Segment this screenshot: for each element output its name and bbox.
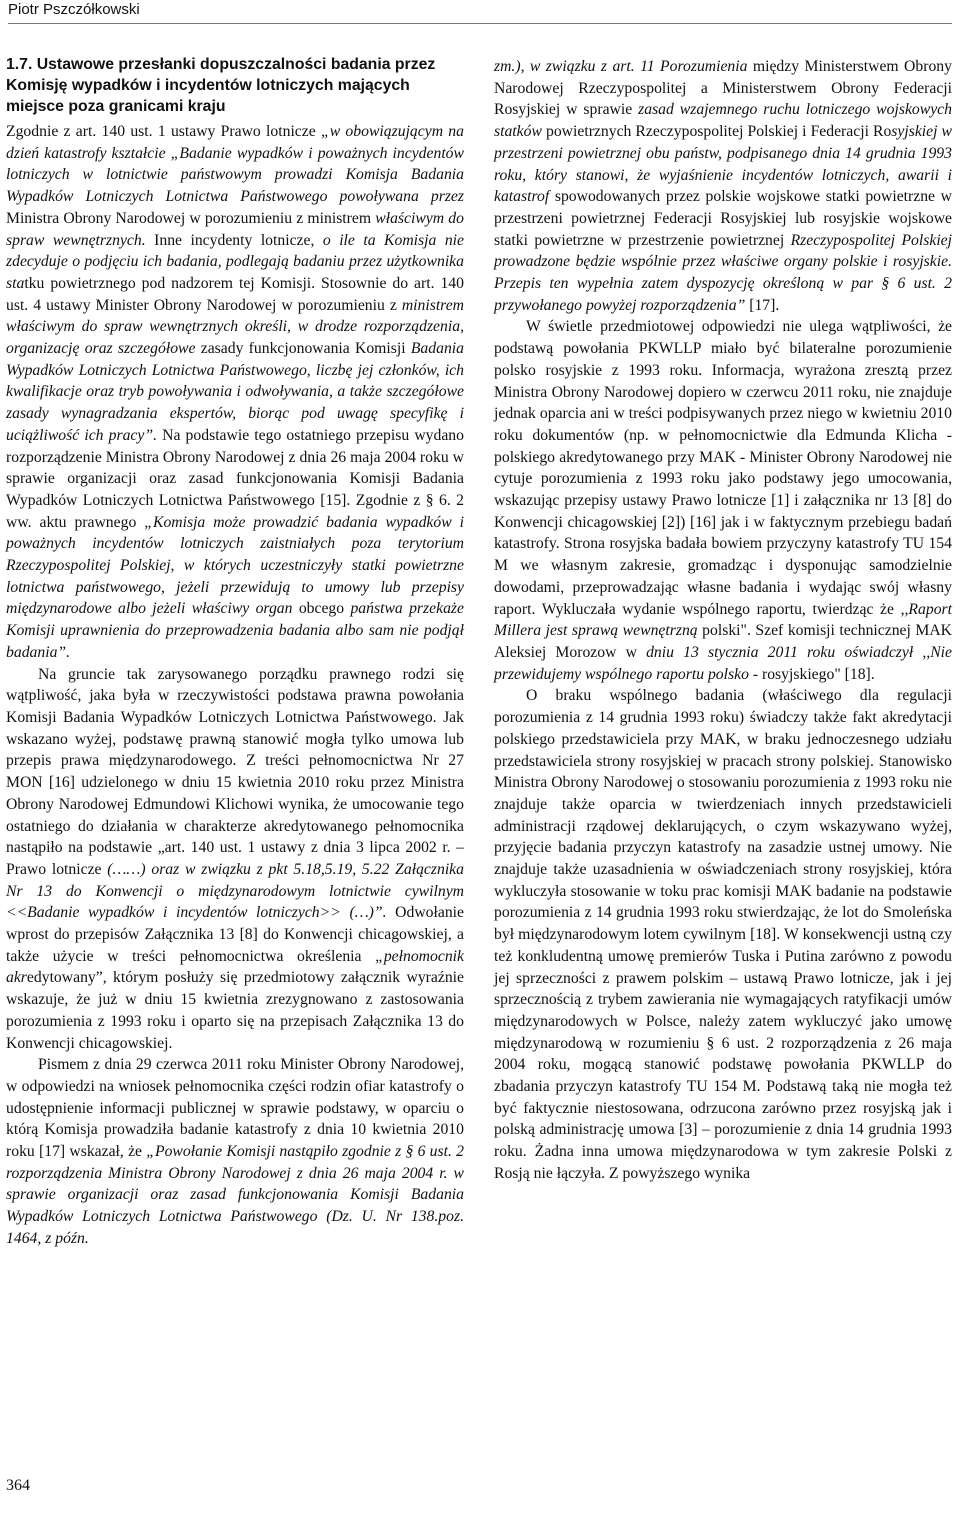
italic-text-segment: „Powołanie Komisji nastąpiło zgodnie z § 6 ust. 2 rozporządzenia Ministra Obrony Narodowej z dnia 26 maja 2004 r. w sprawie organizacji oraz zasad funkcjonowania Komisji Badania Wypadków Lotniczych Lotnictwa Państwowego (Dz. U. Nr 138.poz. 1464, z późn. [6, 1143, 464, 1247]
paragraph-4 [494, 56, 952, 316]
text-segment: polski". Szef komisji technicznej MAK Aleksiej Morozow w [494, 622, 953, 661]
text-segment: Zgodnie z art. 140 ust. 1 ustawy Prawo lotnicze [6, 123, 321, 140]
italic-text-segment: dniu 13 stycznia 2011 roku oświadczył ,,Nie przewidujemy wspólnego raportu polsko [494, 643, 952, 683]
italic-text-segment: o ile ta Komisja nie zdecyduje o podjęciu ich badania, podlegają badaniu przez użytkownika sta [6, 231, 464, 292]
italic-text-segment: Rzeczypospolitej Polskiej prowadzone będzie wspólnie przez właściwe organy polskie i rosyjskie. Przepis ten wypełnia zatem dyspozycję określoną w par § 6 ust. 2 przywołanego powyżej rozporządzenia” [494, 231, 952, 314]
italic-text-segment: „pełnomocnik akr [6, 947, 464, 987]
text-segment: Inne incydenty lotnicze, [145, 231, 323, 249]
right-column [494, 56, 952, 1185]
text-segment: między Ministerstwem Obrony Narodowej Rzeczypospolitej a Ministerstwem Obrony Federacji Rosyjskiej w sprawie [494, 58, 952, 119]
text-segment: powietrznych Rzeczypospolitej Polskiej i Federacji Ro [541, 123, 892, 141]
italic-text-segment: ,,Raport Millera jest sprawą wewnętrzną [494, 600, 952, 640]
text-segment: - rosyjskiego" [18]. [748, 665, 875, 683]
text-segment: tku powietrznego pod nadzorem tej Komisji. Stosownie do art. 140 ust. 4 ustawy Minister Obrony Narodowej w porozumieniu z [6, 274, 464, 314]
text-segment: obcego [298, 600, 351, 618]
italic-text-segment: zasad wzajemnego ruchu lotniczego wojskowych statków [494, 101, 952, 141]
italic-text-segment: „Komisja może prowadzić badania wypadków i poważnych incydentów lotniczych zaistniałych poza terytorium Rzeczypospolitej Polskiej, w których uczestniczyły statki powietrzne lotnictwa państwowego, jeżeli przewidują to umowy lub przepisy międzynarodowe albo jeżeli właściwy organ [6, 513, 464, 618]
text-segment: edytowany”, którym posłuży się przedmiotowy załącznik wyraźnie wskazuje, że już w dniu 15 kwietnia zrezygnowano z zastosowania porozumienia z 1993 roku i oparto się na przepisach Załącznika 13 do Konwencji chicagowskiej. [6, 969, 464, 1052]
italic-text-segment: (……) oraz w związku z pkt 5.18,5.19, 5.22 Załącznika Nr 13 do Konwencji o międzynarodowym lotnictwie cywilnym <<Badanie wypadków i incydentów lotniczych>> (…)”. [6, 860, 464, 922]
italic-text-segment: ministrem właściwym do spraw wewnętrznych określi, w drodze rozporządzenia, organizację oraz szczegółowe [6, 296, 464, 358]
text-segment: Odwołanie wprost do przepisów Załącznika 13 [8] do Konwencji chicagowskiej, a także użycie w treści pełnomocnictwa określenia [6, 904, 464, 965]
text-segment: Na podstawie tego ostatniego przepisu wydano rozporządzenie Ministra Obrony Narodowej z dnia 26 maja 2004 roku w sprawie organizacji oraz zasad funkcjonowania Komisji Badania Wypadków Lotniczych Lotnictwa Państwowego [15]. Zgodnie z § 6. 2 ww. aktu prawnego [6, 426, 464, 531]
text-segment: Pismem z dnia 29 czerwca 2011 roku Minister Obrony Narodowej, w odpowiedzi na wniosek pełnomocnika części rodzin ofiar katastrofy o udostępnienie informacji publicznej w sprawie podstawy, w oparciu o którą Komisja prowadziła badanie katastrofy z dnia 10 kwietnia 2010 roku [17] wskazał, że [6, 1056, 464, 1161]
text-segment: zasady funkcjonowania Komisji [200, 340, 411, 358]
section-heading: 1.7. Ustawowe przesłanki dopuszczalności badania przez Komisję wypadków i incydentów lotniczych mających miejsce poza granicami kraju [6, 56, 436, 115]
italic-text-segment: zm.), w związku z art. 11 Porozumienia [494, 58, 748, 75]
text-segment: Ministra Obrony Narodowej w porozumieniu z ministrem [6, 209, 376, 227]
italic-text-segment: państwa przekaże Komisji uprawnienia do przeprowadzenia badania albo sam nie podjął badania”. [6, 600, 464, 661]
italic-text-segment: „w obowiązującym na dzień katastrofy kształcie „Badanie wypadków i poważnych incydentów lotniczych w lotnictwie państwowym prowadzi Komisja Badania Wypadków Lotniczych Lotnictwa Państwowego powoływana przez [6, 123, 464, 206]
text-segment: spowodowanych przez polskie wojskowe statki powietrzne w przestrzeni powietrznej Federacji Rosyjskiej lub rosyjskie wojskowe statki powietrzne w przestrzenie powietrznej [494, 188, 952, 249]
italic-text-segment: właściwym do spraw wewnętrznych. [6, 209, 464, 249]
text-segment: W świetle przedmiotowej odpowiedzi nie ulega wątpliwości, że podstawą powołania PKWLLP miało być bilateralne porozumienie polsko rosyjskie z 1993 roku. Informacja, wyrażona zresztą przez Ministra Obrony Narodowej dopiero w czerwcu 2011 roku, nie znajduje jednak oparcia ani w treści podpisywanych przez niego w kwietniu 2010 roku dokumentów (np. w pełnomocnictwie dla Edmunda Klicha - polskiego akredytowanego przy MAK - Minister Obrony Narodowej nie cytuje porozumienia z 1993 roku jako podstawy jego umocowania, wskazując przepisy ustawy Prawo lotnicze [1] i załącznika nr 13 [8] do Konwencji chicagowskiej [2]) [16] jak i w faktycznym przebiegu badań katastrofy. Strona rosyjska badała bowiem przyczyny katastrofy TU 154 M we własnym zakresie, gromadząc i dysponując samodzielnie dowodami, przeprowadzając własne badania i wydając swój własny raport. Wykluczała wydanie wspólnego raportu, twierdząc że [494, 318, 952, 618]
running-header [8, 0, 952, 24]
paragraph-1 [6, 121, 464, 664]
text-segment: Na gruncie tak zarysowanego porządku prawnego rodzi się wątpliwość, jaka była w rzeczywistości podstawa prawna powołania Komisji Badania Wypadków Lotniczych Lotnictwa Państwowego. Jak wskazano wyżej, podstawę prawną stanowić mogła tylko umowa lub przepis prawa międzynarodowego. Z treści pełnomocnictwa Nr 27 MON [16] udzielonego w dniu 15 kwietnia 2010 roku przez Ministra Obrony Narodowej Edmundowi Klichowi wynika, że umocowanie tego ostatniego do działania w charakterze akredytowanego pełnomocnika nastąpiło na podstawie „art. 140 ust. 1 ustawy z dnia 3 lipca 2002 r. – Prawo lotnicze [6, 665, 464, 878]
italic-text-segment: syjskiej w przestrzeni powietrznej obu państw, podpisanego dnia 14 grudnia 1993 roku, który stanowi, że wyjaśnienie incydentów lotniczych, awarii i katastrof [494, 123, 952, 206]
paragraph-6 [494, 685, 952, 1184]
header-author: Piotr Pszczółkowski [8, 1, 140, 18]
paragraph-3 [6, 1054, 464, 1249]
paragraph-5 [494, 316, 952, 685]
left-column [6, 54, 464, 1250]
text-segment: [17]. [745, 296, 780, 314]
page-number: 364 [6, 1477, 30, 1494]
italic-text-segment: Badania Wypadków Lotniczych Lotnictwa Państwowego, liczbę jej członków, ich kwalifikacje oraz tryb powoływania i odwoływania, a także szczegółowe zasady wynagradzania ekspertów, biorąc pod uwagę specyfikę i uciążliwość ich pracy”. [6, 340, 464, 444]
text-segment: O braku wspólnego badania (właściwego dla regulacji porozumienia z 14 grudnia 1993 roku) świadczy także fakt akredytacji polskiego przedstawiciela przy MAK, w braku jednoczesnego udziału przedstawiciela strony rosyjskiej w pracach strony polskiej. Stanowisko Ministra Obrony Narodowej o stosowaniu porozumienia z 1993 roku nie znajduje także oparcia w twierdzeniach innych przedstawicieli administracji rządowej deklarujących, o czym wskazywano wyżej, przyjęcie badania przyczyn katastrofy na zasadzie ustnej umowy. Nie znajduje także uzasadnienia w oświadczeniach strony rosyjskiej, która wykluczyła stosowanie w toku prac komisji MAK badanie na podstawie porozumienia z 14 grudnia 1993 roku stwierdzając, że lot do Smoleńska był międzynarodowym lotem cywilnym [18]. W konsekwencji ustną czy też konkludentną umowę premierów Tuska i Putina zarówno z powodu jej sprzeczności z prawem polskim – ustawą Prawo lotnicze, jak i jej sprzecznością z trybem zawierania nie wymagających ratyfikacji umów międzynarodowych w Polsce, należy zatem wykluczyć jako umowę międzynarodową w rozumieniu § 6 ust. 2 rozporządzenia z 26 maja 2004 roku, mogącą stanowić podstawę powołania PKWLLP do zbadania przyczyn katastrofy TU 154 M. Podstawą taką nie mogła też być faktycznie niestosowana, odrzucona zarówno przez rosyjską jak i polską administrację umowa [3] – porozumienie z dnia 14 grudnia 1993 roku. Żadna inna umowa międzynarodowa w tym zakresie Polski z Rosją nie łączyła. Z powyższego wynika [494, 687, 952, 1182]
paragraph-2 [6, 664, 464, 1055]
